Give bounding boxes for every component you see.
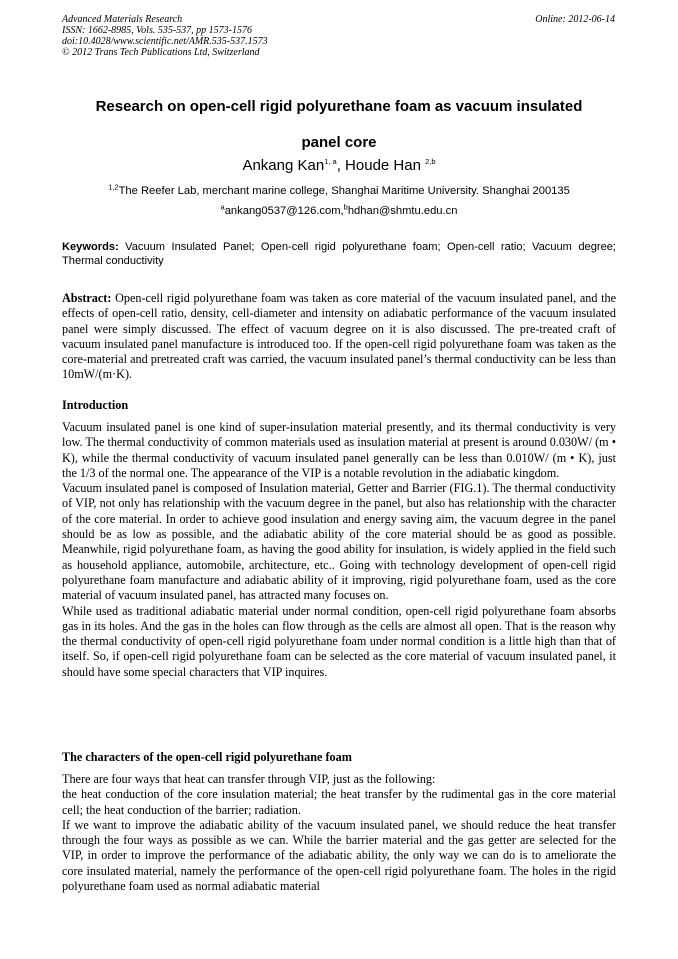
journal-issn: ISSN: 1662-8985, Vols. 535-537, pp 1573-1576: [62, 25, 252, 36]
email-b-mark: b: [343, 202, 348, 212]
affiliation-mark: 1,2: [108, 182, 119, 192]
keywords-label: Keywords:: [62, 241, 119, 253]
author-emails: [62, 204, 616, 218]
characters-paragraph-2: the heat conduction of the core insulation material; the heat transfer by the rudimental gas in the core material cell; the heat conduction of the barrier; radiation.: [62, 787, 616, 817]
author-1: Ankang Kan: [242, 157, 325, 174]
intro-paragraph-2: Vacuum insulated panel is composed of Insulation material, Getter and Barrier (FIG.1). The thermal conductivity of VIP, not only has relationship with the vacuum degree in the panel, but also has relationship with the character of the core material. In order to achieve good insulation and energy saving aim, the vacuum degree in the panel should be as low as possible, and the adiabatic ability of the core material should be as good as possible. Meanwhile, rigid polyurethane foam, as having the good ability for insulation, is widely applied in the field such as household appliance, automobile, architecture, etc.. Going with technology development of open-cell rigid polyurethane foam manufacture and adiabatic ability of it improving, rigid polyurethane foam, used as the core material of vacuum insulated panel, has attracted many focuses on.: [62, 481, 616, 603]
paper-title: [62, 89, 616, 161]
section-heading-characters: The characters of the open-cell rigid polyurethane foam: [62, 750, 352, 764]
author-2: Houde Han: [345, 157, 426, 174]
author-list: [62, 156, 616, 176]
abstract-text: Open-cell rigid polyurethane foam was taken as core material of the vacuum insulated panel, and the effects of open-cell ratio, density, cell-diameter and intensity on adiabatic performance of the vacuum insulated panel were simply discussed. The effect of vacuum degree on it is also discussed. The pre-treated craft of vacuum insulated panel manufacture is introduced too. If the open-cell rigid polyurethane foam was taken as the core-material and pretreated craft was carried, the vacuum insulated panel’s thermal conductivity can be less than 10mW/(m·K).: [62, 291, 616, 382]
affiliation-text: The Reefer Lab, merchant marine college, Shanghai Maritime University. Shanghai 200135: [118, 185, 570, 197]
email-b: hdhan@shmtu.edu.cn: [347, 205, 458, 217]
email-a-mark: a: [220, 202, 225, 212]
title-line-1: Research on open-cell rigid polyurethane foam as vacuum insulated: [95, 98, 583, 115]
characters-paragraph-1: There are four ways that heat can transfer through VIP, just as the following:: [62, 772, 436, 786]
characters-body: [62, 772, 616, 894]
online-date: Online: 2012-06-14: [535, 14, 615, 25]
journal-name: Advanced Materials Research: [62, 14, 183, 25]
author-1-affiliation-mark: 1, a: [324, 157, 337, 166]
email-a: ankang0537@126.com,: [224, 205, 344, 217]
introduction-body: [62, 420, 616, 680]
abstract: [62, 291, 616, 383]
section-heading-introduction: Introduction: [62, 398, 129, 412]
intro-paragraph-1: Vacuum insulated panel is one kind of super-insulation material presently, and its thermal conductivity is very low. The thermal conductivity of common materials used as insulation material at present is around 0.030W/ (m • K), while the thermal conductivity of vacuum insulated panel generally can be less than 0.010W/ (m • K), just the 1/3 of the normal one. The appearance of the VIP is a notable revolution in the adiabatic kingdom.: [62, 420, 616, 480]
keywords: [62, 240, 616, 268]
affiliation: [62, 184, 616, 198]
abstract-label: Abstract:: [62, 291, 112, 305]
journal-copyright: © 2012 Trans Tech Publications Ltd, Switzerland: [62, 47, 260, 58]
intro-paragraph-3: While used as traditional adiabatic material under normal condition, open-cell rigid polyurethane foam absorbs gas in its holes. And the gas in the holes can flow through as the cells are almost all open. That is the reason why the thermal conductivity of open-cell rigid polyurethane foam under normal condition is a little high than that of itself. So, if open-cell rigid polyurethane foam can be selected as the core material of vacuum insulated panel, it should have some special characters that VIP inquires.: [62, 603, 616, 679]
journal-doi: doi:10.4028/www.scientific.net/AMR.535-537.1573: [62, 36, 268, 47]
author-separator: ,: [336, 157, 346, 174]
characters-paragraph-3: If we want to improve the adiabatic ability of the vacuum insulated panel, we should reduce the heat transfer through the four ways as possible as we can. While the barrier material and the gas getter are selected for the VIP, in order to improve the performance of the adiabatic ability, the only way we can do is to ameliorate the core insulated material, namely the performance of the open-cell rigid polyurethane foam. The holes in the rigid polyurethane foam used as normal adiabatic material: [62, 817, 616, 894]
keywords-text: Vacuum Insulated Panel; Open-cell rigid polyurethane foam; Open-cell ratio; Vacuum degree; Thermal conductivity: [62, 241, 616, 267]
journal-header: [62, 14, 268, 58]
author-2-affiliation-mark: 2,b: [425, 157, 436, 166]
title-line-2: panel core: [301, 134, 377, 151]
